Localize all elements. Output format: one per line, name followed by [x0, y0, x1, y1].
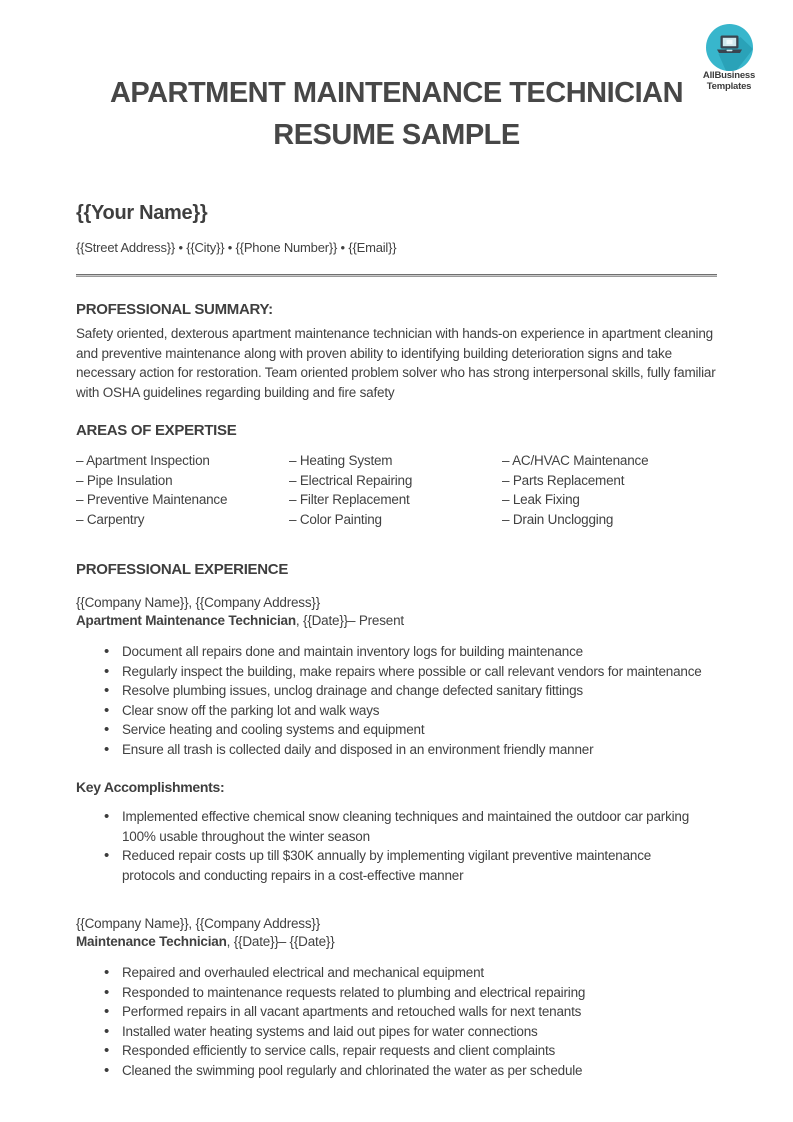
role-dates: , {{Date}}– Present: [295, 613, 404, 628]
list-item: • Implemented effective chemical snow cleaning techniques and maintained the outdoor car parking 100% usable throughout the winter season: [104, 807, 704, 846]
expertise-item: – Pipe Insulation: [76, 472, 173, 488]
document-title-line1: APARTMENT MAINTENANCE TECHNICIAN: [109, 77, 684, 109]
brand-name-line1: AllBusiness: [702, 70, 756, 81]
document-title: [76, 72, 717, 156]
summary-heading: PROFESSIONAL SUMMARY:: [76, 301, 273, 318]
list-item: • Responded efficiently to service calls, repair requests and client complaints: [104, 1041, 704, 1061]
list-item: • Resolve plumbing issues, unclog drainage and change defected sanitary fittings: [104, 681, 704, 701]
expertise-item: – Heating System: [289, 453, 393, 468]
document-title-line2: RESUME SAMPLE: [273, 119, 520, 151]
job-entry: [76, 915, 717, 1080]
role-title: Maintenance Technician: [76, 934, 227, 949]
company-line: {{Company Name}}, {{Company Address}}: [76, 595, 321, 610]
expertise-item: – Parts Replacement: [502, 472, 625, 488]
role-line: [76, 612, 717, 630]
candidate-name: {{Your Name}}: [76, 202, 208, 224]
job-duties-list: [76, 642, 704, 759]
contact-line: {{Street Address}} • {{City}} • {{Phone Number}} • {{Email}}: [76, 240, 397, 255]
list-item: • Performed repairs in all vacant apartments and retouched walls for next tenants: [104, 1002, 704, 1022]
expertise-item: – Preventive Maintenance: [76, 492, 228, 507]
expertise-item: – AC/HVAC Maintenance: [502, 453, 649, 468]
expertise-item: – Drain Unclogging: [502, 511, 614, 527]
list-item: • Reduced repair costs up till $30K annually by implementing vigilant preventive maintenance protocols and conducting repairs in a cost-effective manner: [104, 846, 704, 885]
expertise-item: – Color Painting: [289, 511, 382, 527]
expertise-heading: AREAS OF EXPERTISE: [76, 422, 237, 439]
expertise-item: – Electrical Repairing: [289, 472, 413, 488]
divider-rule: [76, 274, 717, 277]
role-title: Apartment Maintenance Technician: [76, 613, 296, 628]
allbusiness-logo: [691, 24, 767, 92]
expertise-column: [289, 451, 502, 529]
list-item: • Service heating and cooling systems and equipment: [104, 720, 704, 740]
accomplishments-heading: Key Accomplishments:: [76, 779, 225, 795]
list-item: • Clear snow off the parking lot and walk ways: [104, 701, 704, 721]
expertise-item: – Filter Replacement: [289, 492, 410, 507]
accomplishments-list: [76, 807, 704, 885]
expertise-column: [76, 451, 289, 529]
expertise-column: [502, 451, 717, 529]
list-item: • Repaired and overhauled electrical and mechanical equipment: [104, 963, 704, 983]
expertise-item: – Leak Fixing: [502, 492, 580, 507]
laptop-icon: [691, 24, 767, 71]
job-entry: [76, 594, 717, 885]
brand-name-line2: Templates: [706, 80, 752, 92]
expertise-grid: [76, 451, 717, 529]
list-item: • Regularly inspect the building, make repairs where possible or call relevant vendors for maintenance: [104, 662, 704, 682]
company-line: {{Company Name}}, {{Company Address}}: [76, 916, 321, 931]
expertise-item: – Carpentry: [76, 511, 145, 527]
role-line: [76, 933, 717, 951]
expertise-item: – Apartment Inspection: [76, 453, 210, 468]
summary-paragraph: Safety oriented, dexterous apartment maintenance technician with hands-on experience in apartment cleaning and preventive maintenance along with proven ability to identifying building deterioration signs and take necessary action for restoration. Team oriented problem solver who has strong interpersonal skills, fully familiar with OSHA guidelines regarding building and fire safety: [76, 326, 716, 400]
list-item: • Cleaned the swimming pool regularly and chlorinated the water as per schedule: [104, 1061, 704, 1081]
experience-heading: PROFESSIONAL EXPERIENCE: [76, 561, 289, 578]
list-item: • Installed water heating systems and laid out pipes for water connections: [104, 1022, 704, 1042]
job-duties-list: [76, 963, 704, 1080]
list-item: • Ensure all trash is collected daily and disposed in an environment friendly manner: [104, 740, 704, 760]
list-item: • Document all repairs done and maintain inventory logs for building maintenance: [104, 642, 704, 662]
list-item: • Responded to maintenance requests related to plumbing and electrical repairing: [104, 983, 704, 1003]
role-dates: , {{Date}}– {{Date}}: [226, 934, 335, 949]
